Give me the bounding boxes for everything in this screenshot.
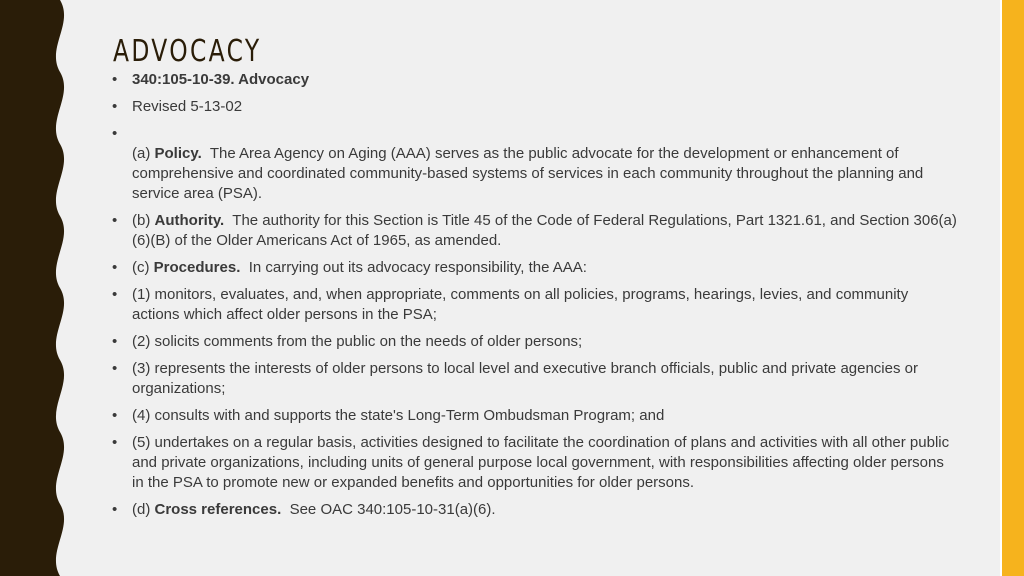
bullet-text — [132, 500, 957, 520]
accent-bar — [1002, 0, 1024, 576]
bullet-text-run: (5) undertakes on a regular basis, activities designed to facilitate the coordination of plans and activities with all other public and private organizations, including units of general purpose local government, with responsibilities affecting older persons in the PSA to promote new or expanded benefits and opportunities for older persons. — [132, 434, 954, 491]
bullet-list — [112, 70, 957, 527]
bullet-dot: • — [112, 71, 118, 88]
bullet-bold-label: Authority. — [154, 212, 225, 229]
bullet-item — [112, 500, 957, 520]
bullet-item — [112, 332, 957, 352]
bullet-item — [112, 433, 957, 493]
bullet-dot: • — [112, 333, 118, 350]
bullet-text-run: (3) represents the interests of older persons to local level and executive branch officials, public and private agencies or organizations; — [132, 360, 923, 397]
bullet-dot: • — [112, 125, 118, 142]
bullet-bold-label: Procedures. — [153, 259, 241, 276]
bullet-item — [112, 258, 957, 278]
bullet-item — [112, 97, 957, 117]
bullet-dot: • — [112, 407, 118, 424]
bullet-text-run: The Area Agency on Aging (AAA) serves as the public advocate for the development or enhancement of comprehensive and coordinated community-based systems of services in each community throughout the planning and service area (PSA). — [132, 145, 928, 202]
bullet-item — [112, 406, 957, 426]
bullet-text — [132, 258, 957, 278]
bullet-dot: • — [112, 501, 118, 518]
bullet-item — [112, 70, 957, 90]
bullet-dot: • — [112, 98, 118, 115]
bullet-dot: • — [112, 360, 118, 377]
bullet-text — [132, 406, 957, 426]
bullet-item — [112, 359, 957, 399]
bullet-text-run: (1) monitors, evaluates, and, when appropriate, comments on all policies, programs, hearings, levies, and community actions which affect older persons in the PSA; — [132, 286, 913, 323]
bullet-bold-label: 340:105-10-39. Advocacy — [132, 71, 310, 88]
bullet-text — [132, 144, 957, 204]
bullet-text — [132, 97, 957, 117]
right-accent-band — [1000, 0, 1024, 576]
bullet-dot: • — [112, 434, 118, 451]
bullet-text-run: The authority for this Section is Title 45 of the Code of Federal Regulations, Part 1321.61, and Section 306(a)(6)(B) of the Older Americans Act of 1965, as amended. — [132, 212, 957, 249]
bullet-text-run: In carrying out its advocacy responsibility, the AAA: — [240, 259, 587, 276]
bullet-bold-label: Policy. — [154, 145, 202, 162]
bullet-text — [132, 433, 957, 493]
bullet-item — [112, 285, 957, 325]
bullet-text — [132, 211, 957, 251]
bullet-text — [132, 285, 957, 325]
bullet-text-run: See OAC 340:105-10-31(a)(6). — [281, 501, 496, 518]
left-wavy-band — [0, 0, 80, 576]
bullet-text-run: Revised 5-13-02 — [132, 98, 243, 115]
bullet-text-run: (4) consults with and supports the state's Long-Term Ombudsman Program; and — [132, 407, 665, 424]
bullet-item — [112, 211, 957, 251]
bullet-bold-label: Cross references. — [154, 501, 282, 518]
bullet-text — [132, 359, 957, 399]
bullet-dot: • — [112, 212, 118, 229]
bullet-dot: • — [112, 259, 118, 276]
bullet-item — [112, 124, 957, 204]
bullet-text-run: (c) — [132, 259, 154, 276]
bullet-text-run: (a) — [132, 145, 155, 162]
bullet-text-run: (d) — [132, 501, 155, 518]
bullet-text-run: (2) solicits comments from the public on the needs of older persons; — [132, 333, 583, 350]
bullet-dot: • — [112, 286, 118, 303]
bullet-text — [132, 70, 957, 90]
bullet-text-run: (b) — [132, 212, 155, 229]
bullet-text — [132, 332, 957, 352]
slide-title: ADVOCACY — [113, 34, 262, 69]
